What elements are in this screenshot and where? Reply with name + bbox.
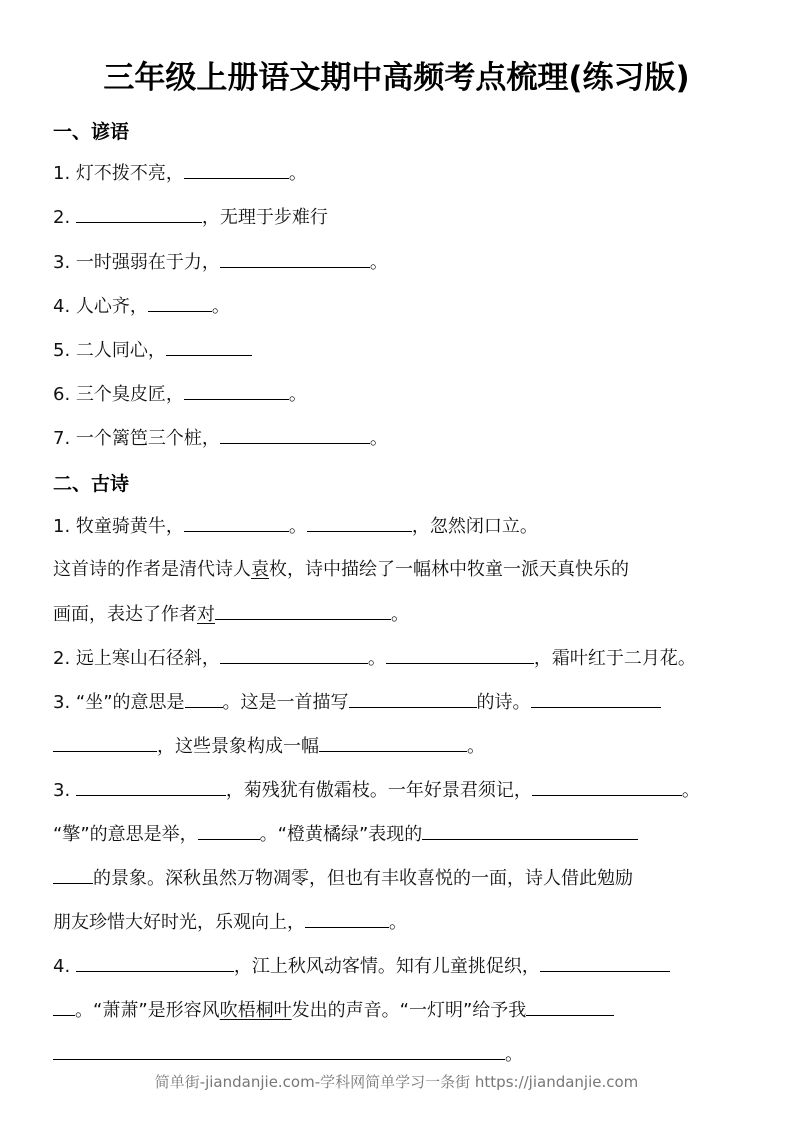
item-text: 3. 一时强弱在于力， xyxy=(53,252,220,273)
item-text: 。 xyxy=(367,648,386,669)
answer-blank[interactable] xyxy=(307,513,412,532)
answer-blank[interactable] xyxy=(166,337,252,356)
answer-blank[interactable] xyxy=(53,865,93,884)
answer-blank[interactable] xyxy=(53,733,157,752)
answer-blank[interactable] xyxy=(76,953,234,972)
item-text: 6. 三个臭皮匠， xyxy=(53,384,184,405)
poem-3-line-3 xyxy=(53,865,633,891)
item-text: 。“萧萧”是形容风 xyxy=(75,1000,220,1021)
item-text: 朋友珍惜大好时光，乐观向上， xyxy=(53,912,305,933)
answer-blank[interactable] xyxy=(349,689,477,708)
answer-blank[interactable] xyxy=(386,645,534,664)
answer-blank[interactable] xyxy=(532,777,682,796)
poem-4-line-1 xyxy=(53,953,670,979)
proverb-item-7 xyxy=(53,425,388,451)
item-text: 。 xyxy=(369,428,388,449)
proverb-item-4 xyxy=(53,293,230,319)
item-text: 。 xyxy=(389,912,407,933)
item-text: 。 xyxy=(467,736,485,757)
poem-3-line-2 xyxy=(53,821,638,847)
answer-blank[interactable] xyxy=(319,733,467,752)
underlined-text: 袁 xyxy=(251,559,269,580)
poem-3-line-4 xyxy=(53,909,407,935)
section-heading-proverbs: 一、谚语 xyxy=(53,121,130,143)
answer-blank[interactable] xyxy=(148,293,212,312)
item-text: 1. 牧童骑黄牛， xyxy=(53,516,184,537)
item-text: ，霜叶红于二月花。 xyxy=(533,648,696,669)
answer-blank[interactable] xyxy=(220,425,370,444)
answer-blank[interactable] xyxy=(220,249,370,268)
proverb-item-3 xyxy=(53,249,388,275)
poem-4-line-3 xyxy=(53,1041,523,1067)
answer-blank[interactable] xyxy=(198,821,260,840)
answer-blank[interactable] xyxy=(185,689,223,708)
answer-blank[interactable] xyxy=(215,601,391,620)
item-text: 画面，表达了作者 xyxy=(53,604,197,625)
item-text: 1. 灯不拨不亮， xyxy=(53,163,184,184)
answer-blank[interactable] xyxy=(53,1041,505,1060)
footer-watermark: 简单街-jiandanjie.com-学科网简单学习一条街 https://jiandanjie.com xyxy=(154,1073,639,1091)
item-text: ，菊残犹有傲霜枝。一年好景君须记， xyxy=(225,780,532,801)
poem-2-line-1 xyxy=(53,645,696,671)
section-heading-poems: 二、古诗 xyxy=(53,473,130,495)
item-text: 3. “坐”的意思是 xyxy=(53,692,185,713)
item-text: 2. xyxy=(53,207,76,228)
answer-blank[interactable] xyxy=(531,689,661,708)
item-text: ，这些景象构成一幅 xyxy=(157,736,319,757)
poem-2-line-3 xyxy=(53,733,485,759)
item-text: 。 xyxy=(288,384,307,405)
answer-blank[interactable] xyxy=(76,204,202,223)
item-text: 的景象。深秋虽然万物凋零，但也有丰收喜悦的一面，诗人借此勉励 xyxy=(93,868,633,889)
item-text: 发出的声音。“一灯明”给予我 xyxy=(291,1000,527,1021)
answer-blank[interactable] xyxy=(76,777,226,796)
answer-blank[interactable] xyxy=(53,997,75,1016)
underlined-text: 对 xyxy=(197,604,215,625)
item-text: 枚，诗中描绘了一幅林中牧童一派天真快乐的 xyxy=(269,559,629,580)
item-text: 。 xyxy=(211,296,230,317)
item-text: 。 xyxy=(681,780,700,801)
answer-blank[interactable] xyxy=(526,997,614,1016)
item-text: 5. 二人同心， xyxy=(53,340,166,361)
item-text: 3. xyxy=(53,780,76,801)
answer-blank[interactable] xyxy=(184,381,289,400)
item-text: “擎”的意思是举， xyxy=(53,824,198,845)
item-text: 2. 远上寒山石径斜， xyxy=(53,648,220,669)
proverb-item-2 xyxy=(53,204,328,230)
poem-2-line-2 xyxy=(53,689,661,715)
answer-blank[interactable] xyxy=(422,821,638,840)
item-text: 这首诗的作者是清代诗人 xyxy=(53,559,251,580)
poem-4-line-2 xyxy=(53,997,614,1023)
item-text: 。这是一首描写 xyxy=(222,692,349,713)
poem-1-line-1 xyxy=(53,513,538,539)
item-text: ，无理于步难行 xyxy=(201,207,328,228)
underlined-text: 吹梧桐叶 xyxy=(219,1000,292,1021)
item-text: 。 xyxy=(505,1044,523,1065)
answer-blank[interactable] xyxy=(305,909,389,928)
item-text: 4. xyxy=(53,956,76,977)
item-text: 。 xyxy=(288,163,307,184)
proverb-item-5 xyxy=(53,337,252,363)
poem-1-line-3 xyxy=(53,601,409,627)
proverb-item-1 xyxy=(53,160,307,186)
answer-blank[interactable] xyxy=(540,953,670,972)
answer-blank[interactable] xyxy=(184,160,289,179)
item-text: ，江上秋风动客情。知有儿童挑促织， xyxy=(233,956,540,977)
item-text: 。 xyxy=(391,604,409,625)
page-title: 三年级上册语文期中高频考点梳理(练习版) xyxy=(103,60,690,96)
poem-3-line-1 xyxy=(53,777,700,803)
item-text: ，忽然闭口立。 xyxy=(411,516,538,537)
answer-blank[interactable] xyxy=(220,645,368,664)
answer-blank[interactable] xyxy=(184,513,289,532)
item-text: 4. 人心齐， xyxy=(53,296,148,317)
item-text: 。“橙黄橘绿”表现的 xyxy=(259,824,423,845)
item-text: 。 xyxy=(288,516,307,537)
proverb-item-6 xyxy=(53,381,307,407)
item-text: 7. 一个篱笆三个桩， xyxy=(53,428,220,449)
item-text: 。 xyxy=(369,252,388,273)
poem-1-line-2 xyxy=(53,557,629,583)
item-text: 的诗。 xyxy=(476,692,531,713)
